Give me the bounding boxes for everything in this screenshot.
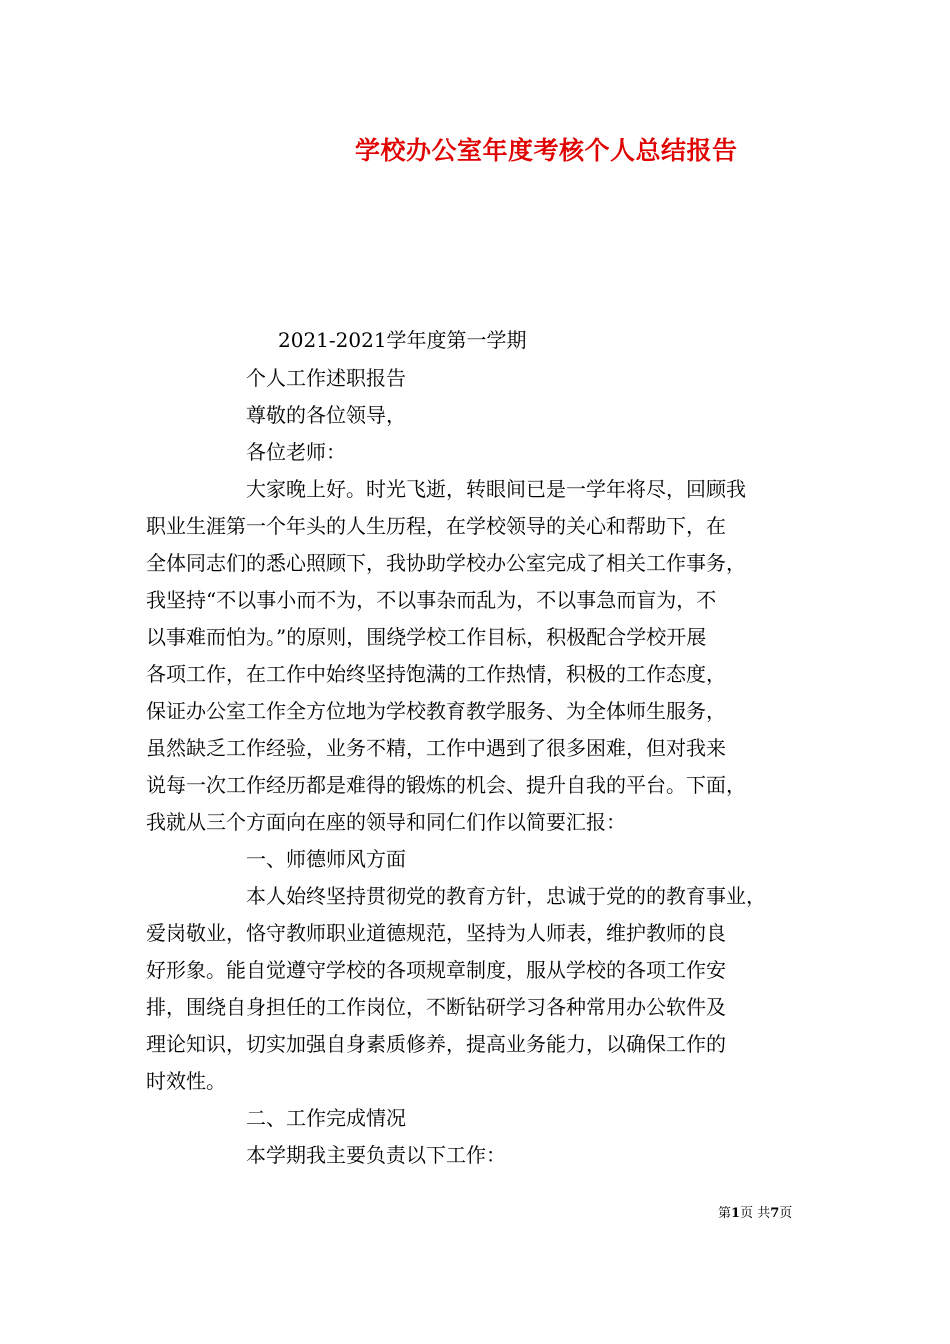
paragraph-line: 各项工作，在工作中始终坚持饱满的工作热情，积极的工作态度，	[146, 662, 726, 686]
paragraph-line: 时效性。	[146, 1069, 226, 1093]
paragraph-line: 我就从三个方面向在座的领导和同仁们作以简要汇报：	[146, 810, 626, 834]
paragraph-line: 本学期我主要负责以下工作：	[246, 1143, 506, 1167]
footer-suffix: 页	[779, 1206, 793, 1221]
salutation-teachers: 各位老师：	[246, 440, 346, 464]
footer-middle: 页 共	[740, 1206, 771, 1221]
paragraph-line: 排，围绕自身担任的工作岗位，不断钻研学习各种常用办公软件及	[146, 995, 726, 1019]
current-page-number: 1	[731, 1206, 741, 1221]
footer-prefix: 第	[718, 1206, 732, 1221]
paragraph-line: 本人始终坚持贯彻党的教育方针，忠诚于党的的教育事业，	[246, 884, 766, 908]
paragraph-line: 说每一次工作经历都是难得的锻炼的机会、提升自我的平台。下面，	[146, 773, 746, 797]
paragraph-line: 全体同志们的悉心照顾下，我协助学校办公室完成了相关工作事务，	[146, 551, 746, 575]
page-footer	[718, 1202, 792, 1221]
section-heading: 二、工作完成情况	[246, 1106, 406, 1130]
paragraph-line: 职业生涯第一个年头的人生历程，在学校领导的关心和帮助下，在	[146, 514, 726, 538]
paragraph-line: 大家晚上好。时光飞逝，转眼间已是一学年将尽，回顾我	[246, 477, 746, 501]
paragraph-line: 好形象。能自觉遵守学校的各项规章制度，服从学校的各项工作安	[146, 958, 726, 982]
paragraph-line: 理论知识，切实加强自身素质修养，提高业务能力，以确保工作的	[146, 1032, 726, 1056]
paragraph-line: 我坚持“不以事小而不为，不以事杂而乱为，不以事急而盲为，不	[146, 588, 717, 612]
section-heading: 一、师德师风方面	[246, 847, 406, 871]
total-page-number: 7	[770, 1206, 780, 1221]
document-title: 学校办公室年度考核个人总结报告	[355, 136, 738, 165]
academic-term-line: 2021-2021学年度第一学期	[278, 328, 527, 352]
paragraph-line: 爱岗敬业，恪守教师职业道德规范，坚持为人师表，维护教师的良	[146, 921, 726, 945]
report-subtitle: 个人工作述职报告	[246, 366, 406, 390]
paragraph-line: 以事难而怕为。”的原则，围绕学校工作目标，积极配合学校开展	[146, 625, 707, 649]
paragraph-line: 保证办公室工作全方位地为学校教育教学服务、为全体师生服务，	[146, 699, 726, 723]
salutation-leaders: 尊敬的各位领导，	[246, 403, 406, 427]
paragraph-line: 虽然缺乏工作经验，业务不精，工作中遇到了很多困难，但对我来	[146, 736, 726, 760]
